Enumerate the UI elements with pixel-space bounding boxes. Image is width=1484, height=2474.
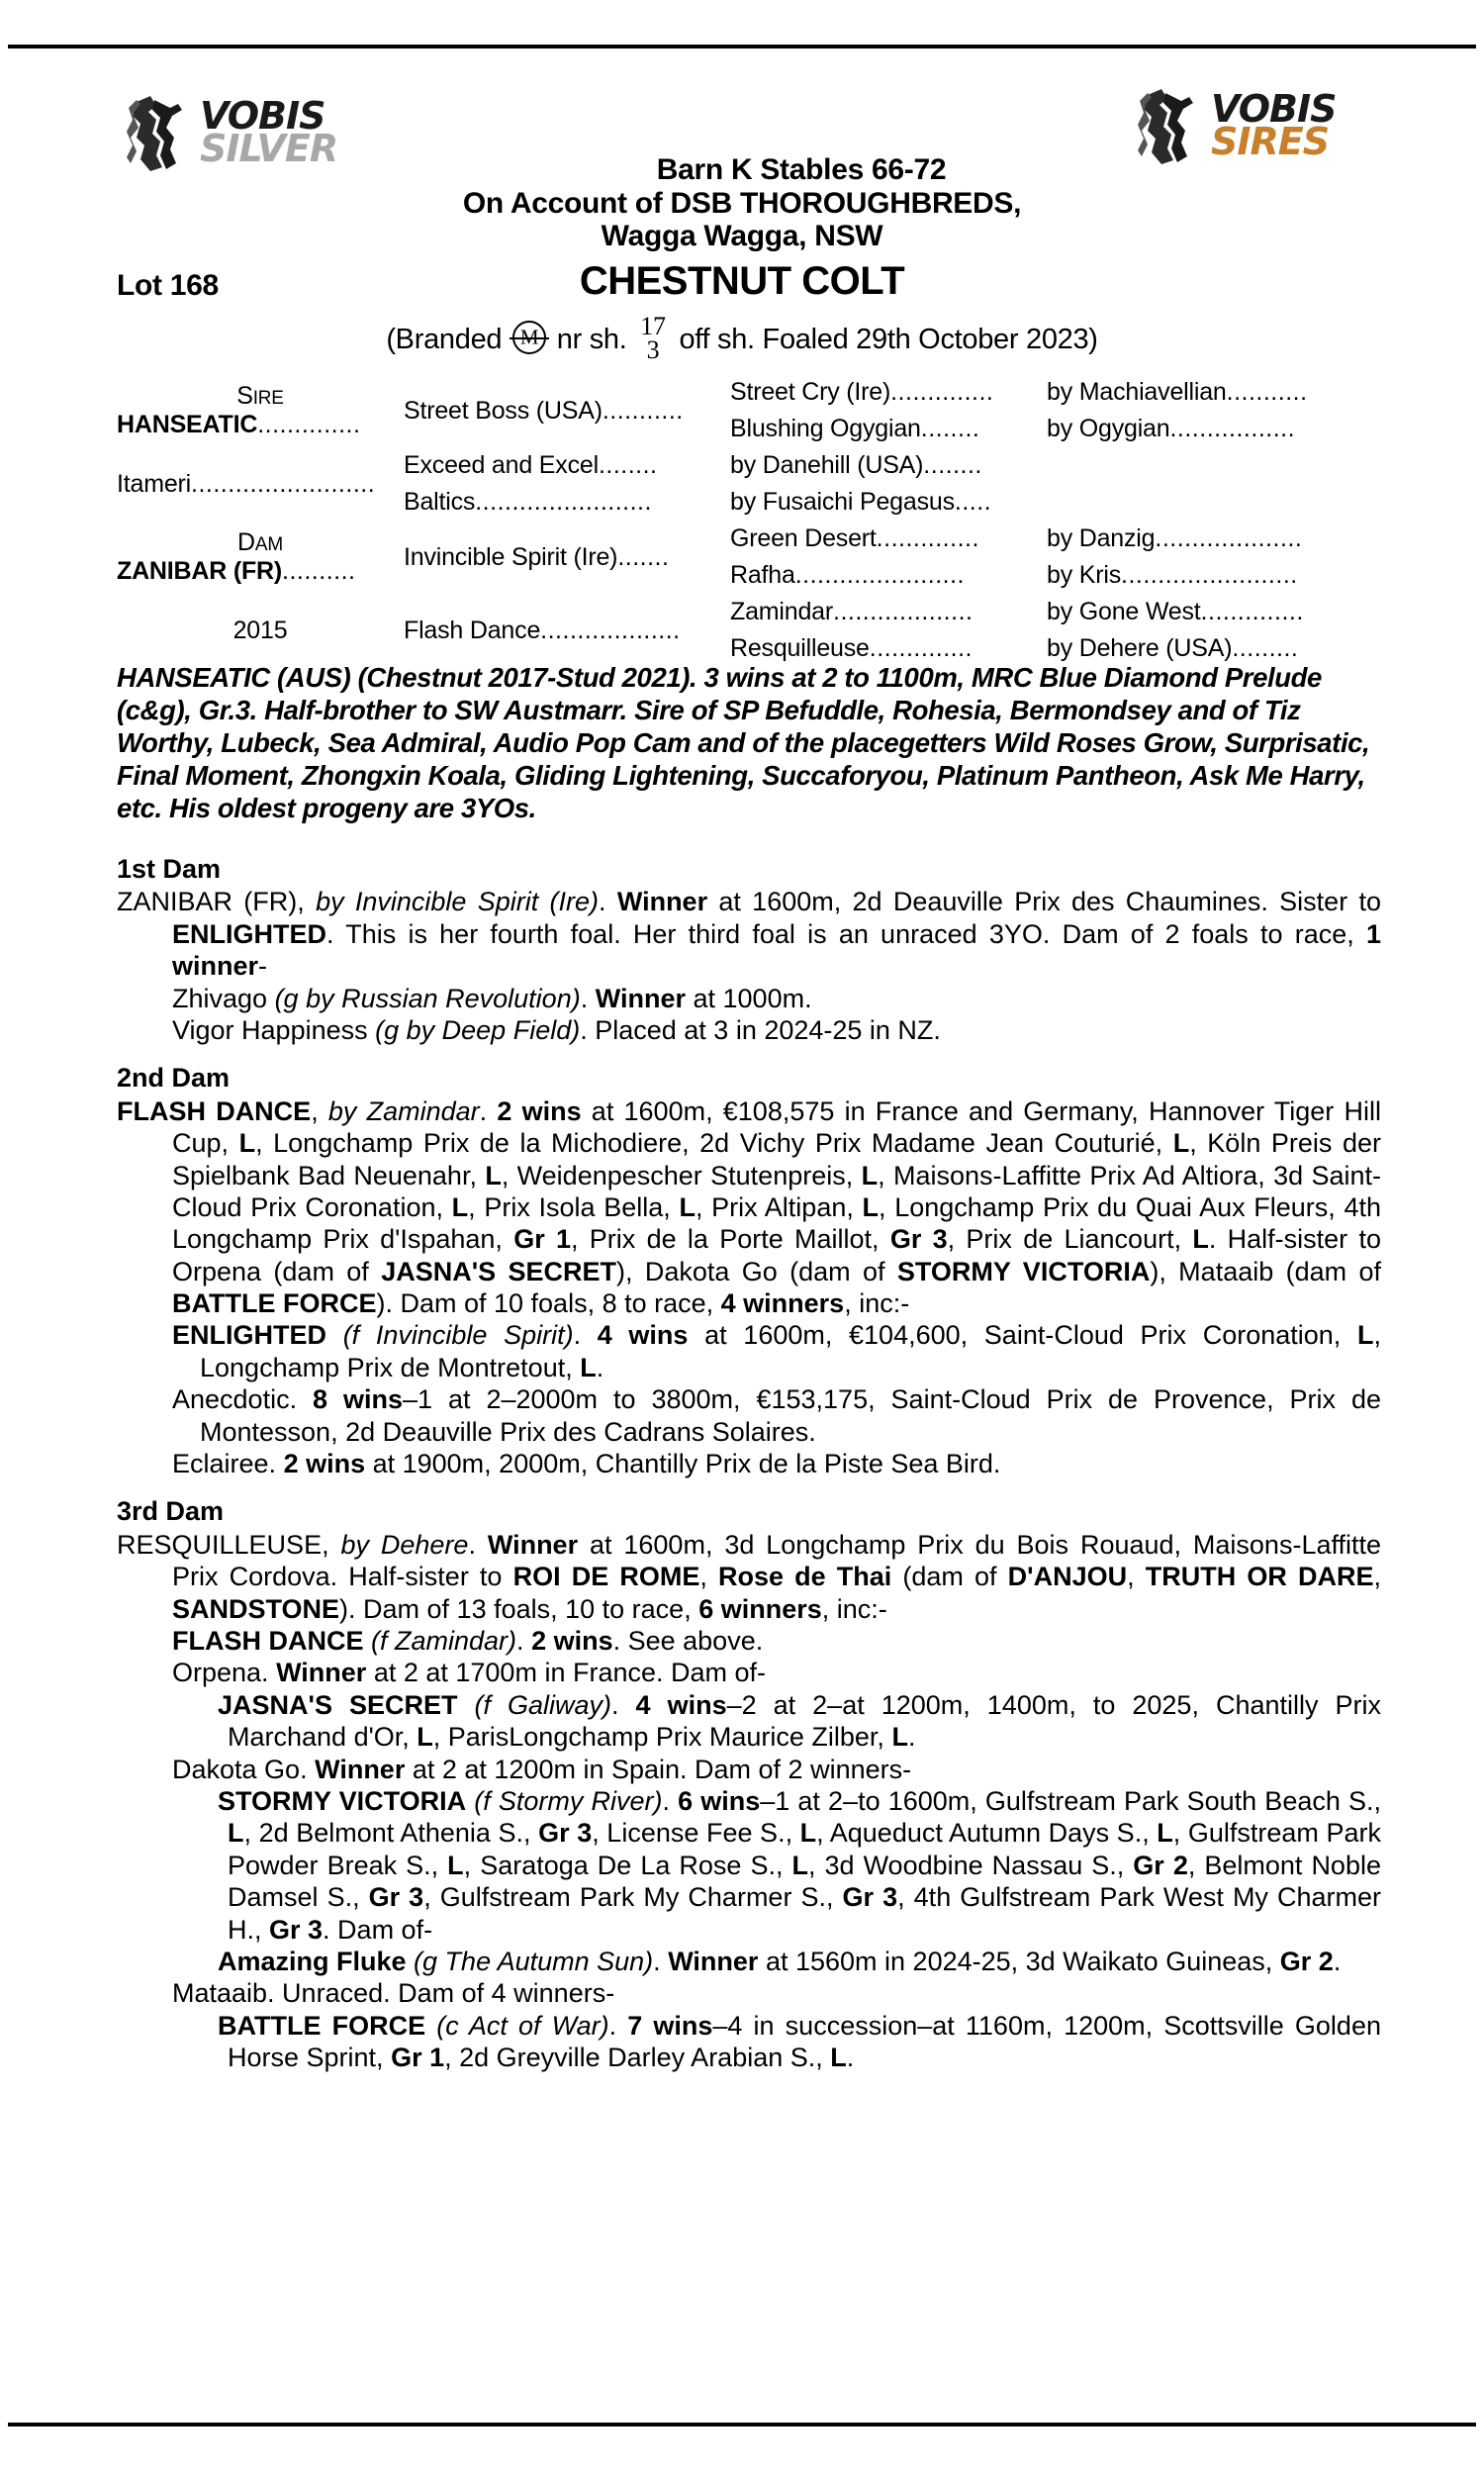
gen2-dots: ....... xyxy=(617,542,670,571)
gen2-name: Flash Dance xyxy=(404,616,541,644)
gen2-dots: ......................... xyxy=(191,469,376,498)
gen4-sire: by Dehere (USA) xyxy=(1047,634,1233,662)
pedigree-entry: Zhivago (g by Russian Revolution). Winner at 1000m. xyxy=(172,983,812,1013)
gen3-cell-4 xyxy=(404,484,730,521)
pedigree-row xyxy=(117,521,1373,557)
page-title: CHESTNUT COLT xyxy=(579,259,905,303)
gen2-cell-1 xyxy=(404,374,730,447)
gen3-name: Baltics xyxy=(404,488,476,516)
gen4-cell-4 xyxy=(730,484,1047,521)
sire-cell xyxy=(117,374,404,447)
gen3-cell-1 xyxy=(730,374,1047,411)
gen3-dots: .............. xyxy=(869,634,973,662)
pedigree-entry: ZANIBAR (FR), by Invincible Spirit (Ire). Winner at 1600m, 2d Deauville Prix des Chaumines. Sister to ENLIGHTED. This is her fourth foal. Her third foal is an unraced 3YO. Dam of 2 foals to race, 1 winner- xyxy=(117,887,1381,982)
gen4-sire: by Danzig xyxy=(1047,524,1156,552)
gen3-cell-7 xyxy=(730,594,1047,630)
gen4-dots: ........ xyxy=(923,451,982,479)
gen3-name: Zamindar xyxy=(730,598,833,625)
pedigree-entry: Orpena. Winner at 2 at 1700m in France. Dam of- xyxy=(172,1658,767,1688)
gen3-dots: ........ xyxy=(598,451,658,479)
dam-foaling-year: 2015 xyxy=(232,616,288,644)
gen3-name: Rafha xyxy=(730,561,795,589)
gen4-sire: by Ogygian xyxy=(1047,415,1170,442)
gen4-dots: .................... xyxy=(1155,524,1303,552)
gen3-name: Exceed and Excel xyxy=(404,451,599,479)
gen4-cell-5 xyxy=(1047,521,1373,557)
dam-name: ZANIBAR (FR) xyxy=(117,557,283,585)
pedigree-entry: Dakota Go. Winner at 2 at 1200m in Spain. Dam of 2 winners- xyxy=(172,1754,912,1784)
pedigree-entry: Eclairee. 2 wins at 1900m, 2000m, Chantilly Prix de la Piste Sea Bird. xyxy=(172,1449,1001,1479)
gen2-name: Itameri xyxy=(117,469,192,498)
gen4-cell-3 xyxy=(730,447,1047,484)
pedigree-entry: Mataaib. Unraced. Dam of 4 winners- xyxy=(172,1978,615,2009)
gen3-dots: ................... xyxy=(833,598,974,625)
gen2-dots: ........... xyxy=(602,396,684,425)
gen2-dots: ................... xyxy=(540,616,681,644)
barn-location-line: Barn K Stables 66-72 xyxy=(656,153,947,186)
pedigree-entry: JASNA'S SECRET (f Galiway). 4 wins–2 at 2–at 1200m, 1400m, to 2025, Chantilly Prix Marchand d'Or, L, ParisLongchamp Prix Maurice Zilber, L. xyxy=(218,1689,1382,1753)
gen4-dots: ........... xyxy=(1226,378,1308,406)
pedigree-entry: STORMY VICTORIA (f Stormy River). 6 wins–1 at 2–to 1600m, Gulfstream Park South Beach S., L, 2d Belmont Athenia S., Gr 3, License Fee S., L, Aqueduct Autumn Days S., L, Gulfstream Park Powder Break S., L, Saratoga De La Rose S., L, 3d Woodbine Nassau S., Gr 2, Belmont Noble Damsel S., Gr 3, Gulfstream Park My Charmer S., Gr 3, 4th Gulfstream Park West My Charmer H., Gr 3. Dam of- xyxy=(218,1785,1382,1945)
gen3-name: Street Cry (Ire) xyxy=(730,378,891,406)
pedigree-row xyxy=(117,374,1373,411)
pedigree-entry: FLASH DANCE (f Zamindar). 2 wins. See above. xyxy=(172,1625,764,1656)
vobis-word: VOBIS xyxy=(1211,87,1337,132)
pedigree-entry: FLASH DANCE, by Zamindar. 2 wins at 1600m, €108,575 in France and Germany, Hannover Tiger Hill Cup, L, Longchamp Prix de la Michodiere, 2d Vichy Prix Madame Jean Couturié, L, Köln Preis der Spielbank Bad Neuenahr, L, Weidenpescher Stutenpreis, L, Maisons-Laffitte Prix Ad Altiora, 3d Saint-Cloud Prix Coronation, L, Prix Isola Bella, L, Prix Altipan, L, Longchamp Prix du Quai Aux Fleurs, 4th Longchamp Prix d'Ispahan, Gr 1, Prix de la Porte Maillot, Gr 3, Prix de Liancourt, L. Half-sister to Orpena (dam of JASNA'S SECRET), Dakota Go (dam of STORMY VICTORIA), Mataaib (dam of BATTLE FORCE). Dam of 10 foals, 8 to race, 4 winners, inc:- xyxy=(117,1095,1382,1319)
pedigree-row xyxy=(117,447,1373,484)
gen3-dots: ....................... xyxy=(794,561,965,589)
gen3-cell-3 xyxy=(404,447,730,484)
dam-dots: .......... xyxy=(282,557,356,585)
brand-denominator: 3 xyxy=(646,334,660,364)
gen3-dots: ........................ xyxy=(475,488,652,516)
gen2-name: Street Boss (USA) xyxy=(404,396,603,425)
gen2-name: Invincible Spirit (Ire) xyxy=(404,542,618,571)
sire-name: HANSEATIC xyxy=(117,411,258,438)
gen4-sire: by Fusaichi Pegasus xyxy=(730,488,955,516)
gen3-name: Resquilleuse xyxy=(730,634,870,662)
dam-year-cell xyxy=(117,594,404,667)
gen4-cell-1 xyxy=(1047,374,1373,411)
gen3-dots: ........ xyxy=(920,415,980,442)
gen3-cell-2 xyxy=(730,411,1047,447)
gen3-dots: .............. xyxy=(876,524,979,552)
gen4-cell-7 xyxy=(1047,594,1373,630)
gen3-cell-5 xyxy=(730,521,1047,557)
branded-offside-foaled: off sh. Foaled 29th October 2023) xyxy=(679,323,1098,355)
account-line: On Account of DSB THOROUGHBREDS, xyxy=(462,186,1022,220)
gen4-dots: ..... xyxy=(954,488,992,516)
sires-word: SIRES xyxy=(1211,120,1330,163)
sire-label: SIRE xyxy=(236,382,284,410)
branded-nearside: nr sh. xyxy=(556,323,627,355)
branded-prefix: (Branded xyxy=(386,323,503,355)
dam-section-heading: 2nd Dam xyxy=(117,1063,231,1094)
sire-summary-paragraph: HANSEATIC (AUS) (Chestnut 2017-Stud 2021). 3 wins at 2 to 1100m, MRC Blue Diamond Prelude (c&g), Gr.3. Half-brother to SW Austmarr. Sire of SP Befuddle, Rohesia, Bermondsey and of Tiz Worthy, Lubeck, Sea Admiral, Audio Pop Cam and of the placegetters Wild Roses Grow, Surprisatic, Final Moment, Zhongxin Koala, Gliding Lightening, Succaforyou, Platinum Pantheon, Ask Me Harry, etc. His oldest progeny are 3YOs. xyxy=(117,662,1370,823)
gen4-cell-6 xyxy=(1047,557,1373,594)
vendor-location-line: Wagga Wagga, NSW xyxy=(601,220,883,253)
pedigree-table xyxy=(117,374,1373,667)
vobis-sires-wordmark xyxy=(1211,87,1337,163)
pedigree-narrative xyxy=(117,853,1381,2073)
gen3-name: Green Desert xyxy=(730,524,877,552)
sire-dots: .............. xyxy=(257,411,361,438)
brand-numerator: 17 xyxy=(640,312,666,340)
silver-word: SILVER xyxy=(200,127,338,170)
brand-number-fraction xyxy=(640,312,666,364)
gen4-dots: ......... xyxy=(1232,634,1299,662)
pedigree-entry: Amazing Fluke (g The Autumn Sun). Winner at 1560m in 2024-25, 3d Waikato Guineas, Gr 2. xyxy=(218,1946,1342,1976)
pedigree-entry: BATTLE FORCE (c Act of War). 7 wins–4 in succession–at 1160m, 1200m, Scottsville Golden Horse Sprint, Gr 1, 2d Greyville Darley Arabian S., L. xyxy=(218,2010,1381,2073)
pedigree-entry: Vigor Happiness (g by Deep Field). Placed at 3 in 2024-25 in NZ. xyxy=(172,1014,941,1045)
gen2-cell-4 xyxy=(404,594,730,667)
top-divider-rule xyxy=(8,45,1476,48)
consignment-header xyxy=(247,153,1237,253)
gen4-dots: ........................ xyxy=(1121,561,1298,589)
gen4-cell-2 xyxy=(1047,411,1373,447)
gen2-cell-3 xyxy=(404,521,730,594)
horse-jockey-icon xyxy=(127,94,192,171)
vobis-word: VOBIS xyxy=(200,94,325,139)
gen4-sire: by Danehill (USA) xyxy=(730,451,924,479)
gen3-dots: .............. xyxy=(890,378,994,406)
gen4-sire: by Gone West xyxy=(1047,598,1201,625)
dam-cell xyxy=(117,521,404,594)
gen2-cell-2 xyxy=(117,447,404,521)
pedigree-entry: ENLIGHTED (f Invincible Spirit). 4 wins at 1600m, €104,600, Saint-Cloud Prix Coronation, L, Longchamp Prix de Montretout, L. xyxy=(172,1320,1381,1382)
dam-label: DAM xyxy=(237,528,283,556)
gen4-dots: .............. xyxy=(1200,598,1304,625)
dam-section-heading: 1st Dam xyxy=(117,854,222,884)
pedigree-entry: RESQUILLEUSE, by Dehere. Winner at 1600m, 3d Longchamp Prix du Bois Rouaud, Maisons-Laffitte Prix Cordova. Half-sister to ROI DE ROME, Rose de Thai (dam of D'ANJOU, TRUTH OR DARE, SANDSTONE). Dam of 13 foals, 10 to race, 6 winners, inc:- xyxy=(117,1529,1382,1624)
pedigree-row xyxy=(117,594,1373,630)
dam-section-heading: 3rd Dam xyxy=(117,1496,225,1527)
gen3-cell-6 xyxy=(730,557,1047,594)
pedigree-entry: Anecdotic. 8 wins–1 at 2–2000m to 3800m, €153,175, Saint-Cloud Prix de Provence, Prix de Montesson, 2d Deauville Prix des Cadrans Solaires. xyxy=(172,1384,1381,1447)
bottom-divider-rule xyxy=(8,2423,1476,2426)
gen4-sire: by Kris xyxy=(1047,561,1122,589)
gen4-dots: ................. xyxy=(1169,415,1296,442)
circled-m-brand-icon xyxy=(512,321,546,354)
branding-line xyxy=(148,312,1336,364)
gen3-name: Blushing Ogygian xyxy=(730,415,921,442)
lot-number: Lot 168 xyxy=(117,269,219,302)
gen4-sire: by Machiavellian xyxy=(1047,378,1227,406)
